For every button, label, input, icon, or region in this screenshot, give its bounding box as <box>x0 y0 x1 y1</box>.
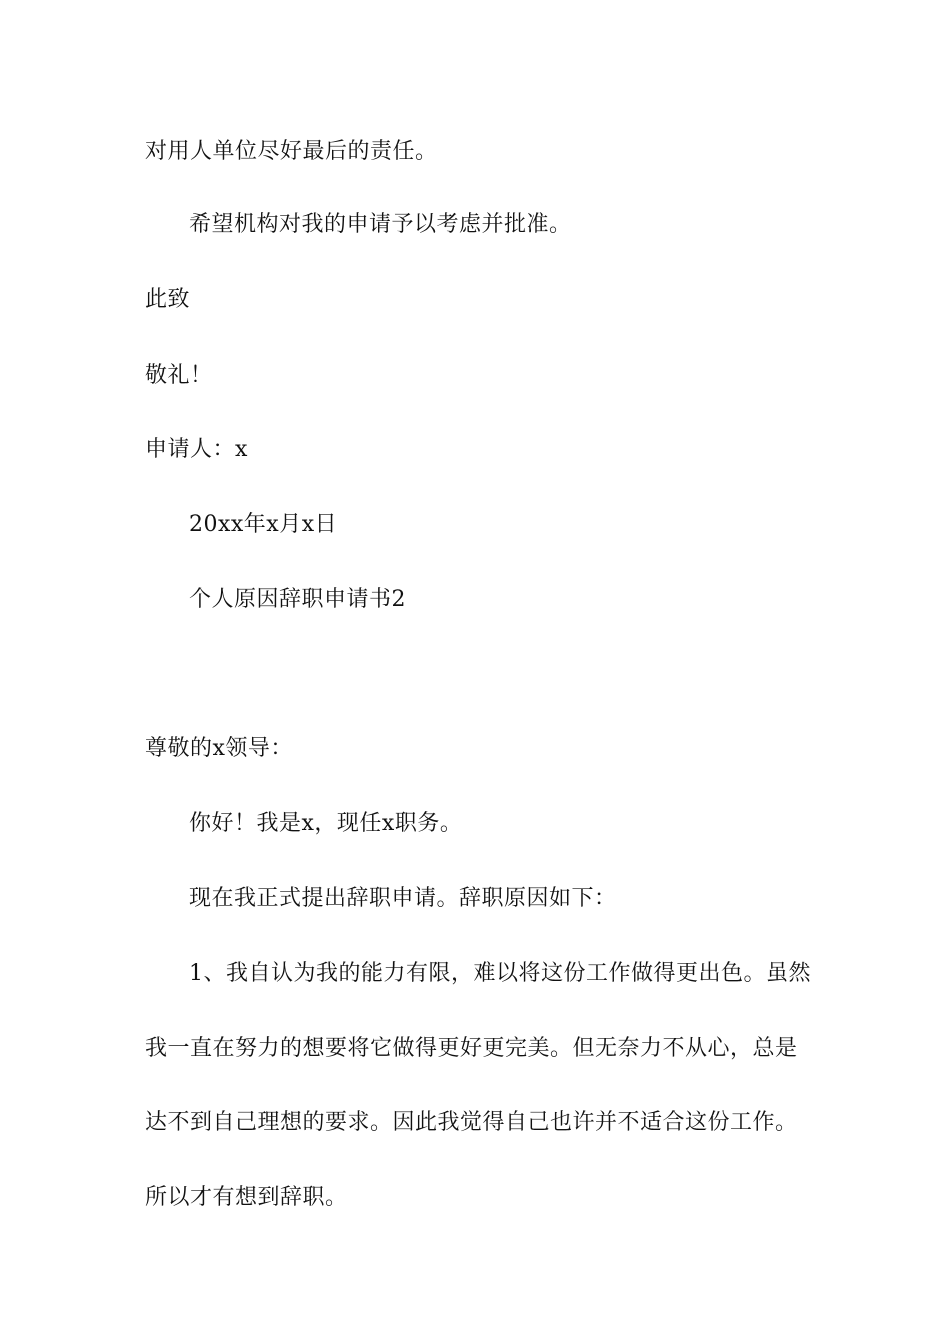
closing-phrase: 此致 <box>145 287 191 312</box>
applicant-line: 申请人：x <box>145 437 248 462</box>
paragraph-line: 对用人单位尽好最后的责任。 <box>145 139 438 164</box>
section-title: 个人原因辞职申请书2 <box>189 587 406 612</box>
paragraph-line: 1、我自认为我的能力有限，难以将这份工作做得更出色。虽然 <box>189 961 811 986</box>
paragraph-line: 现在我正式提出辞职申请。辞职原因如下： <box>189 886 617 911</box>
salutation-closing: 敬礼！ <box>145 363 213 388</box>
date-line: 20xx年x月x日 <box>189 512 338 537</box>
greeting-line: 尊敬的x领导： <box>145 736 293 761</box>
paragraph-line: 希望机构对我的申请予以考虑并批准。 <box>189 212 572 237</box>
paragraph-line: 达不到自己理想的要求。因此我觉得自己也许并不适合这份工作。 <box>145 1110 798 1135</box>
paragraph-line: 你好！我是x，现任x职务。 <box>189 811 463 836</box>
paragraph-line: 所以才有想到辞职。 <box>145 1185 348 1210</box>
paragraph-line: 我一直在努力的想要将它做得更好更完美。但无奈力不从心，总是 <box>145 1036 798 1061</box>
